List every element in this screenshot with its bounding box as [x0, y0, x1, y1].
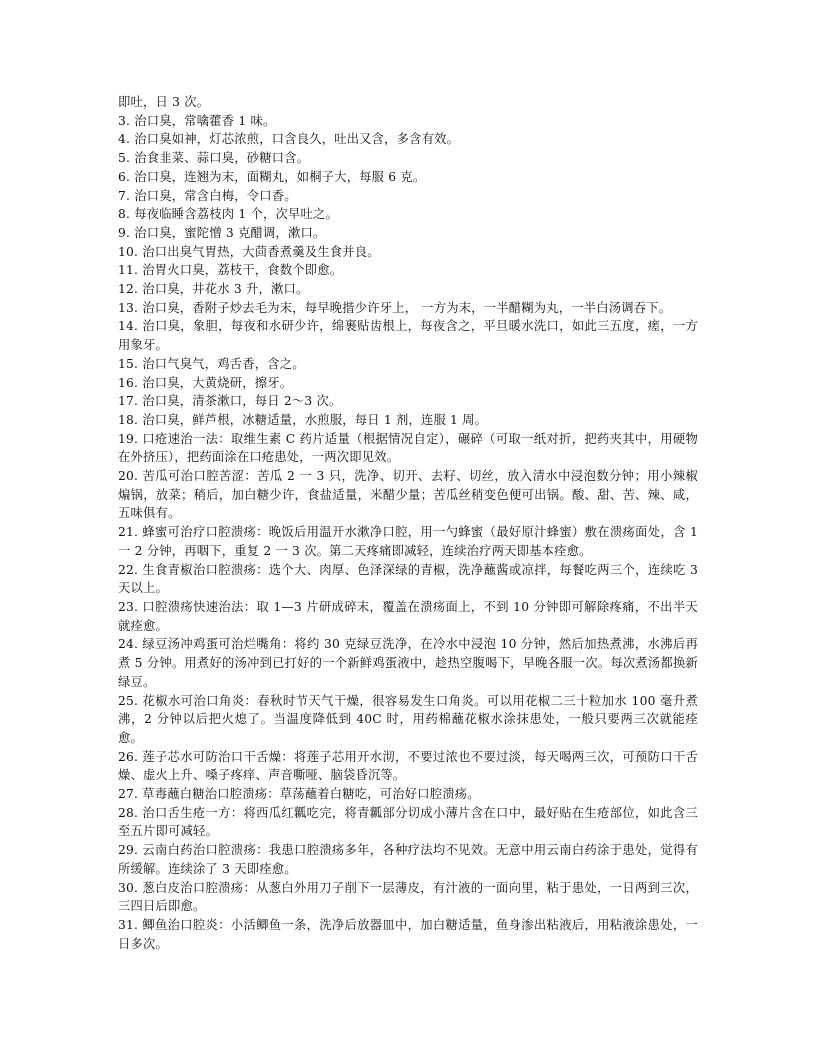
remedy-item-24: 24. 绿豆汤冲鸡蛋可治烂嘴角：将约 30 克绿豆洗净，在冷水中浸泡 10 分钟，然后加热煮沸，水沸后再煮 5 分钟。用煮好的汤冲到已打好的一个新鲜鸡蛋液中，趁热空腹喝下，早晚各服一次。每次煮汤都换新绿豆。 [118, 637, 698, 689]
remedy-item-29: 29. 云南白药治口腔溃疡：我患口腔溃疡多年，各种疗法均不见效。无意中用云南白药涂于患处，觉得有所缓解。连续涂了 3 天即痊愈。 [118, 843, 698, 876]
remedy-item-13: 13. 治口臭，香附子炒去毛为末，每早晚揩少许牙上， 一方为末，一半醋糊为丸，一半白汤调吞下。 [118, 300, 672, 315]
remedy-item-23: 23. 口腔溃疡快速治法：取 1—3 片研成碎末，覆盖在溃疡面上，不到 10 分钟即可解除疼痛，不出半天就痊愈。 [118, 599, 698, 633]
remedy-item-9: 9. 治口臭，蜜陀憎 3 克醋调，漱口。 [118, 225, 326, 240]
remedy-item-5: 5. 治食韭菜、蒜口臭，砂糖口含。 [118, 151, 310, 166]
paragraph-continuation: 即吐，日 3 次。 [118, 95, 210, 109]
remedy-item-21: 21. 蜂蜜可治疗口腔溃疡：晚饭后用温开水漱净口腔，用一勺蜂蜜（最好原汁蜂蜜）敷在溃疡面处，含 1 一 2 分钟，再咽下，重复 2 一 3 次。第二天疼痛即减轻，连续治疗两天即基本痊愈。 [118, 525, 698, 558]
remedy-item-31: 31. 鲫鱼治口腔炎：小活鲫鱼一条，洗净后放器皿中，加白糖适量，鱼身渗出粘液后，用粘液涂患处，一日多次。 [118, 917, 698, 951]
remedy-item-4: 4. 治口臭如神，灯芯浓煎，口含良久，吐出又含，多含有效。 [118, 132, 460, 147]
remedy-item-27: 27. 草毒蘸白糖治口腔溃疡：草荡蘸着白糖吃，可治好口腔溃疡。 [118, 787, 480, 802]
remedy-item-15: 15. 治口气臭气，鸡舌香，含之。 [118, 356, 305, 371]
remedy-item-7: 7. 治口臭，常含白梅，令口香。 [118, 188, 297, 203]
remedy-item-30: 30. 葱白皮治口腔溃疡：从葱白外用刀子削下一层薄皮，有汁液的一面向里，粘于患处，一日两到三次，三四日后即愈。 [118, 880, 698, 914]
remedy-item-25: 25. 花椒水可治口角炎：春秋时节天气干燥，很容易发生口角炎。可以用花椒二三十粒加水 100 毫升煮沸，2 分钟以后把火熄了。当温度降低到 40C 时，用药棉蘸花椒水涂抹患处，一般只要两三次就能痊愈。 [118, 693, 698, 745]
remedy-item-14: 14. 治口臭，象胆，每夜和水研少许，绵裹贴齿根上，每夜含之，平旦暖水洗口，如此三五度，瘥，一方用象牙。 [118, 319, 698, 353]
remedy-item-19: 19. 口疮速治一法：取维生素 C 药片适量（根据情况自定），碾碎（可取一纸对折，把药夹其中，用硬物在外挤压），把药面涂在口疮患处，一两次即见效。 [118, 431, 698, 465]
document-body [118, 93, 698, 953]
remedy-item-18: 18. 治口臭，鲜芦根，冰糖适量，水煎服，每日 1 剂，连服 1 周。 [118, 412, 488, 427]
remedy-item-20: 20. 苦瓜可治口腔苦涩：苦瓜 2 一 3 只，洗净、切开、去籽、切丝，放入清水中浸泡数分钟；用小辣椒煸锅，放菜；稍后，加白糖少许，食盐适量，米醋少量；苦瓜丝稍变色便可出锅。酸、甜、苦、辣、咸，五味俱有。 [118, 469, 698, 521]
remedy-item-11: 11. 治胃火口臭，荔枝干，食数个即愈。 [118, 263, 343, 278]
remedy-item-8: 8. 每夜临睡含荔枝肉 1 个，次早吐之。 [118, 207, 338, 222]
remedy-item-16: 16. 治口臭，大黄烧研，擦牙。 [118, 375, 293, 390]
remedy-item-22: 22. 生食青椒治口腔溃疡：选个大、肉厚、色泽深绿的青椒，洗净蘸酱或凉拌，每餐吃两三个，连续吃 3 天以上。 [118, 562, 698, 596]
remedy-item-3: 3. 治口臭，常噙藿香 1 味。 [118, 113, 276, 128]
remedy-item-26: 26. 莲子芯水可防治口干舌燥：将莲子芯用开水沏，不要过浓也不要过淡，每天喝两三次，可预防口干舌燥、虚火上升、嗓子疼痒、声音嘶哑、脑袋昏沉等。 [118, 749, 698, 783]
remedy-item-10: 10. 治口出臭气胃热，大茴香煮羹及生食并良。 [118, 244, 380, 259]
remedy-item-12: 12. 治口臭，井花水 3 升，漱口。 [118, 282, 309, 297]
remedy-item-28: 28. 治口舌生疮一方：将西瓜红瓤吃完，将青瓤部分切成小薄片含在口中，最好贴在生疮部位，如此含三至五片即可减轻。 [118, 805, 698, 839]
remedy-item-17: 17. 治口臭，清茶漱口，每日 2～3 次。 [118, 394, 342, 409]
remedy-item-6: 6. 治口臭，连翘为末，面糊丸，如桐子大，每服 6 克。 [118, 169, 426, 184]
